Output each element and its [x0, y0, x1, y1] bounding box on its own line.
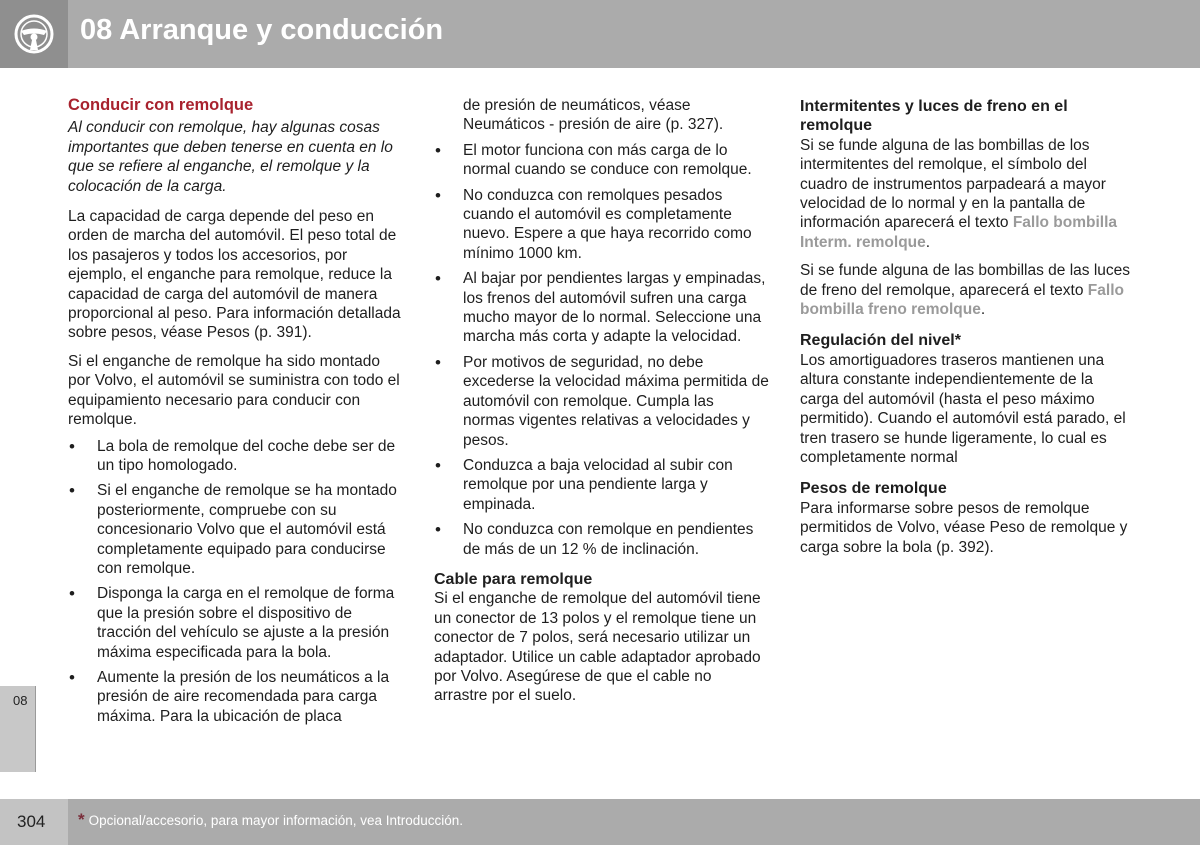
column-right — [800, 97, 1135, 566]
display-message-indicator-bulb: Fallo bombilla Interm. remolque — [800, 214, 1118, 251]
footnote — [78, 810, 463, 830]
column-middle — [434, 96, 769, 715]
body-paragraph: Si el enganche de remolque del automóvil tiene un conector de 13 polos y el remolque tiene un conector de 7 polos, será necesario utilizar un adaptador. Utilice un cable adaptador aprobado por Volvo. Asegúrese de que el cable no arrastre por el suelo. — [434, 590, 761, 705]
footnote-text: Opcional/accesorio, para mayor información, vea Introducción. — [88, 813, 464, 828]
list-item: • Por motivos de seguridad, no debe excederse la velocidad máxima permitida de automóvil con remolque. Cumpla las normas vigentes relativas a velocidades y pesos. — [434, 353, 769, 450]
body-paragraph: La capacidad de carga depende del peso en orden de marcha del automóvil. El peso total de los pasajeros y todos los accesorios, por ejemplo, el enganche para remolque, reduce la capacidad de carga del automóvil de manera proporcional al peso. Para información detallada sobre pesos, véase Pesos (p. 391). — [68, 208, 401, 342]
list-item: • Conduzca a baja velocidad al subir con remolque por una pendiente larga y empinada. — [434, 456, 769, 514]
list-item: • No conduzca con remolques pesados cuando el automóvil es completamente nuevo. Espere a que haya recorrido como mínimo 1000 km. — [434, 186, 769, 264]
steering-wheel-icon — [0, 0, 68, 68]
column-left — [68, 96, 403, 732]
list-item: • Disponga la carga en el remolque de forma que la presión sobre el dispositivo de tracción del vehículo se ajuste a la presión máxima especificada para la bola. — [68, 584, 403, 662]
section-heading-lights: Intermitentes y luces de freno en el remolque — [800, 98, 1068, 135]
list-item-continued: de presión de neumáticos, véase Neumáticos - presión de aire (p. 327). — [463, 97, 724, 134]
intro-paragraph: Al conducir con remolque, hay algunas cosas importantes que deben tenerse en cuenta en lo que se refiere al enganche, el remolque y la colocación de la carga. — [68, 119, 393, 195]
footnote-star: * — [78, 810, 85, 829]
text-fragment: . — [980, 301, 986, 319]
section-heading-trailer-weights: Pesos de remolque — [800, 480, 947, 498]
chapter-side-tab-label: 08 — [13, 693, 28, 708]
list-item: • La bola de remolque del coche debe ser de un tipo homologado. — [68, 437, 403, 476]
list-item: • No conduzca con remolque en pendientes de más de un 12 % de inclinación. — [434, 520, 769, 559]
body-paragraph: Para informarse sobre pesos de remolque permitidos de Volvo, véase Peso de remolque y carga sobre la bola (p. 392). — [800, 499, 1128, 556]
body-paragraph — [800, 136, 1135, 252]
chapter-title: 08 Arranque y conducción — [80, 14, 444, 46]
list-item: • Si el enganche de remolque se ha montado posteriormente, compruebe con su concesionario Volvo que el automóvil está completamente equipado para conducirse con remolque. — [68, 481, 403, 578]
bullet-list — [434, 141, 769, 559]
display-message-brake-bulb: Fallo bombilla freno remolque — [800, 281, 1124, 319]
body-paragraph — [800, 261, 1135, 319]
list-item: • El motor funciona con más carga de lo normal cuando se conduce con remolque. — [434, 141, 769, 180]
body-paragraph: Si el enganche de remolque ha sido montado por Volvo, el automóvil se suministra con todo el equipamiento necesario para conducir con remolque. — [68, 352, 400, 429]
page-number: 304 — [17, 812, 46, 831]
section-heading-level-control: Regulación del nivel* — [800, 332, 961, 350]
section-heading-cable: Cable para remolque — [434, 570, 593, 588]
body-paragraph: Los amortiguadores traseros mantienen una altura constante independientemente de la carga del automóvil (hasta el peso máximo permitido). Cuando el automóvil está parado, el tren trasero se hunde ligeramente, lo cual es completamente normal — [800, 351, 1126, 466]
text-fragment: Si se funde alguna de las bombillas de los intermitentes del remolque, el símbolo del cuadro de instrumentos parpadeará a mayor velocidad de lo normal y en la pantalla de información aparecerá el texto — [800, 136, 1106, 232]
bullet-list — [68, 437, 403, 727]
text-fragment: . — [925, 233, 931, 251]
text-fragment: Si se funde alguna de las bombillas de las luces de freno del remolque, aparecerá el texto — [800, 262, 1131, 299]
chapter-icon-box — [0, 0, 68, 68]
section-heading-towing: Conducir con remolque — [68, 96, 254, 114]
list-item: • Al bajar por pendientes largas y empinadas, los frenos del automóvil sufren una carga mucho mayor de lo normal. Seleccione una marcha más corta y adapte la velocidad. — [434, 269, 769, 347]
list-item: • Aumente la presión de los neumáticos a la presión de aire recomendada para carga máxima. Para la ubicación de placa — [68, 668, 403, 726]
